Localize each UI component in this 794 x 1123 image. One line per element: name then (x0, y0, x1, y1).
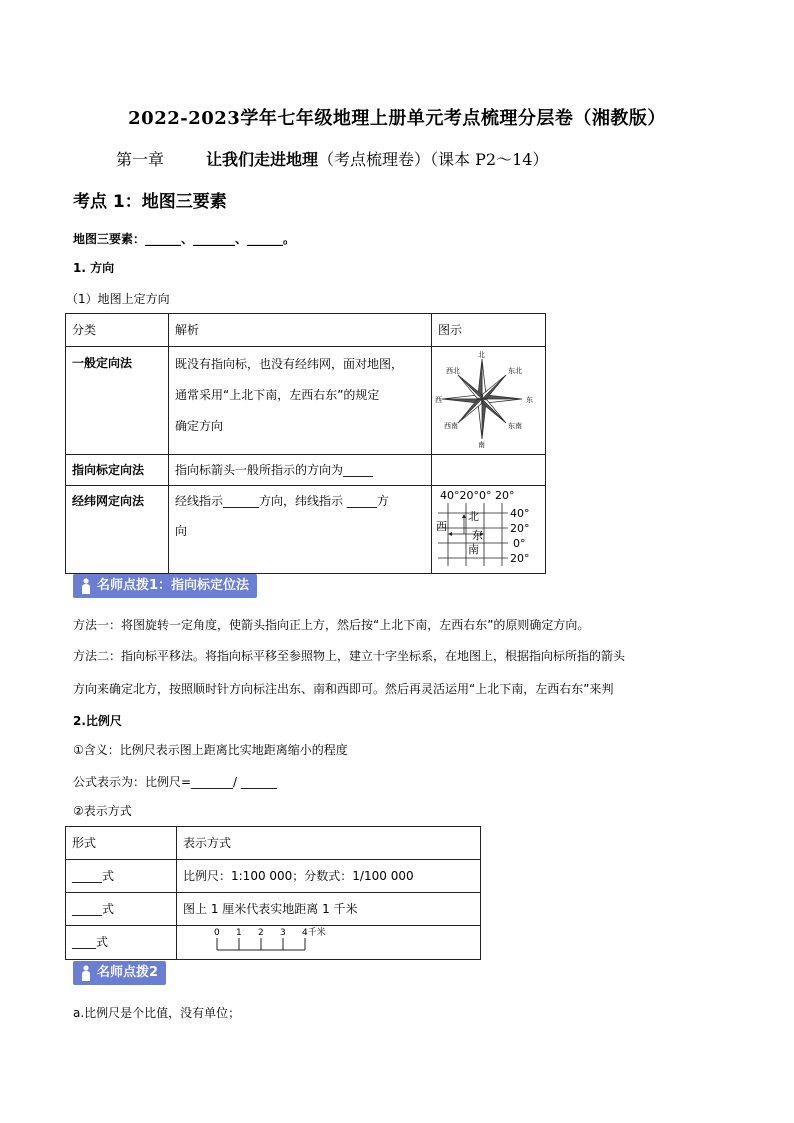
compass-label-east: 东 (526, 396, 533, 404)
table-header: 分类 (66, 314, 169, 347)
direction-type-general: 一般定向法 (66, 347, 169, 455)
scale-tick-label: 1 (236, 928, 242, 938)
scale-heading: 2.比例尺 (73, 714, 122, 728)
tip2-note-a: a.比例尺是个比值，没有单位； (73, 1006, 241, 1020)
tip1-method2-line2: 方向来确定北方，按照顺时针方向标注出东、南和西即可。然后再灵活运用“上北下南，左西右东”来判 (73, 682, 614, 696)
scale-tick-label: 4千米 (302, 928, 326, 938)
lat-lon-grid (432, 486, 537, 570)
direction-desc-general (169, 347, 432, 455)
compass-rose (432, 347, 537, 451)
scale-form-cell: _____式 (66, 893, 177, 926)
grid-south-label: 南 (468, 543, 479, 556)
compass-label-northeast: 东北 (508, 367, 522, 375)
section-heading-1: 考点 1：地图三要素 (73, 192, 227, 212)
chapter-subtitle (116, 147, 548, 170)
compass-label-south: 南 (478, 441, 485, 449)
scale-tick-label: 0 (214, 928, 220, 938)
scale-meaning: ①含义：比例尺表示图上距离比实地距离缩小的程度 (73, 743, 348, 757)
scale-desc-cell: 图上 1 厘米代表实地距离 1 千米 (177, 893, 481, 926)
compass-label-west: 西 (435, 396, 442, 404)
scale-bar-cell (177, 926, 481, 960)
document-title: 2022-2023学年七年级地理上册单元考点梳理分层卷（湘教版） (128, 108, 666, 129)
scale-form-cell: ____式 (66, 926, 177, 960)
scale-form-cell: _____式 (66, 860, 177, 893)
item-direction-sub: （1）地图上定方向 (66, 292, 170, 306)
tip1-method2-line1: 方法二：指向标平移法。将指向标平移至参照物上，建立十字坐标系，在地图上，根据指向标所指的箭头 (73, 649, 626, 663)
scale-table (65, 826, 481, 960)
direction-type-arrow: 指向标定向法 (66, 455, 169, 486)
tip1-method1: 方法一：将图旋转一定角度，使箭头指向正上方，然后按“上北下南，左西右东”的原则确定方向。 (73, 618, 590, 632)
grid-west-label: 西 (436, 520, 447, 533)
tip-badge-2 (73, 961, 166, 985)
grid-right-label: 20° (510, 552, 530, 565)
direction-desc-arrow (169, 455, 432, 486)
compass-label-southwest: 西南 (444, 422, 458, 430)
desc-line: 既没有指向标，也没有经纬网，面对地图， (175, 357, 404, 371)
compass-label-north: 北 (478, 351, 485, 359)
scale-desc-cell: 比例尺：1:100 000；分数式：1/100 000 (177, 860, 481, 893)
table-header: 解析 (169, 314, 432, 347)
compass-rose-cell (432, 347, 546, 455)
table-header: 形式 (66, 827, 177, 860)
direction-table (65, 313, 546, 574)
table-header: 表示方式 (177, 827, 481, 860)
tip-badge-1 (73, 574, 257, 598)
desc-line: 经线指示______方向，纬线指示 _____方 (175, 494, 389, 508)
item-direction: 1. 方向 (73, 261, 115, 275)
person-icon (81, 578, 91, 594)
empty-cell (432, 455, 546, 486)
chapter-number: 第一章 (116, 150, 165, 169)
tip-badge-1-label: 名师点拨1：指向标定位法 (97, 578, 250, 593)
desc-line: 通常采用“上北下南，左西右东”的规定 (175, 388, 380, 402)
desc-line: 向 (175, 524, 188, 538)
compass-label-northwest: 西北 (446, 367, 460, 375)
grid-right-label: 0° (513, 537, 526, 550)
scale-formula: 公式表示为：比例尺=_______/ ______ (73, 775, 277, 789)
direction-desc-grid (169, 486, 432, 574)
scale-bar (177, 926, 337, 956)
grid-top-labels: 40°20°0° 20° (440, 489, 515, 502)
table-header: 图示 (432, 314, 546, 347)
grid-east-label: 东 (472, 529, 483, 542)
grid-right-label: 20° (510, 522, 530, 535)
lat-lon-grid-cell (432, 486, 546, 574)
map-elements-line: 地图三要素：______、_______、______。 (73, 232, 296, 246)
desc-line: 确定方向 (175, 419, 224, 433)
grid-right-label: 40° (510, 507, 530, 520)
person-icon (81, 965, 91, 981)
grid-north-label: 北 (468, 510, 479, 523)
desc-line: 指向标箭头一般所指示的方向为_____ (175, 463, 374, 477)
chapter-title: 让我们走进地理 (206, 150, 319, 169)
compass-label-southeast: 东南 (508, 422, 522, 430)
direction-type-grid: 经纬网定向法 (66, 486, 169, 574)
scale-tick-label: 2 (258, 928, 264, 938)
scale-forms-label: ②表示方式 (73, 804, 132, 818)
scale-tick-label: 3 (280, 928, 286, 938)
subtitle-rest: （考点梳理卷）（课本 P2～14） (318, 150, 549, 169)
tip-badge-2-label: 名师点拨2 (97, 965, 159, 980)
